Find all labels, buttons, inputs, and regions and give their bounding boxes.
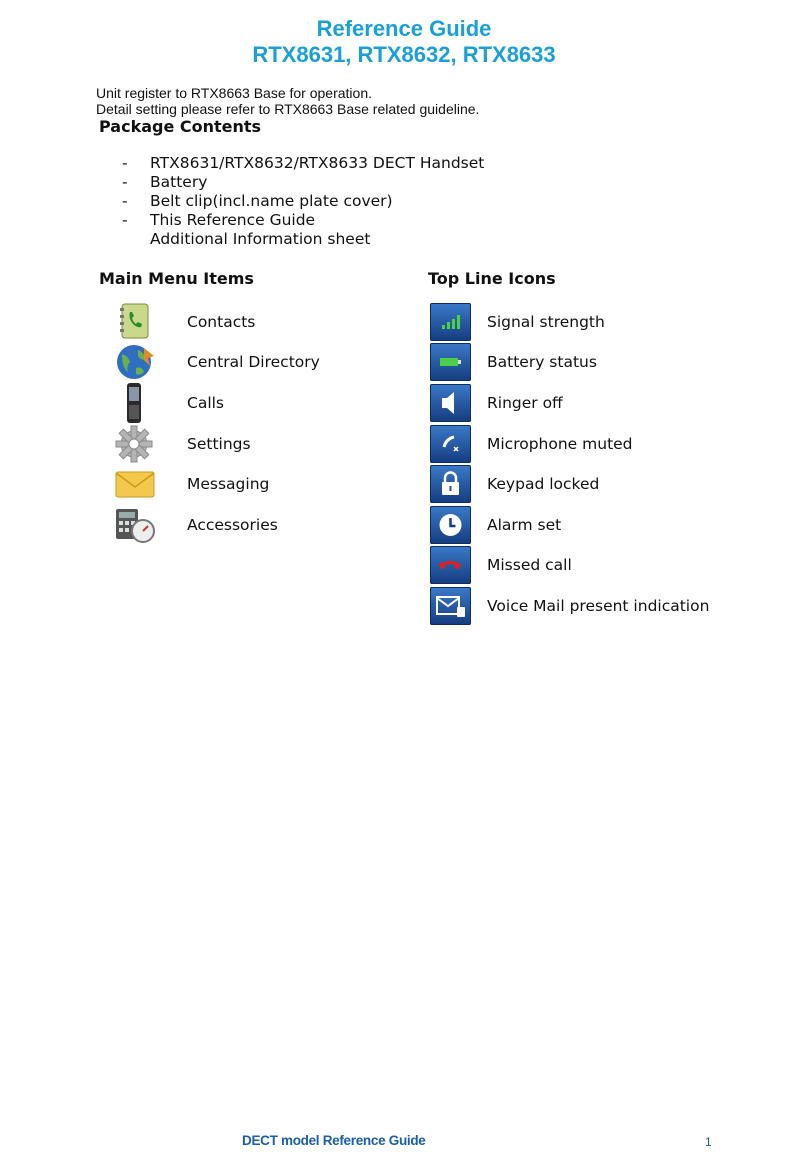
model-list-title: RTX8631, RTX8632, RTX8633: [252, 42, 556, 67]
accessories-icon: [110, 505, 158, 545]
main-menu-heading: Main Menu Items: [99, 269, 254, 288]
battery-status-icon: [430, 343, 471, 381]
top-icon-label: Voice Mail present indication: [487, 597, 710, 615]
signal-strength-icon: [430, 303, 471, 341]
menu-item-label: Calls: [187, 394, 225, 412]
list-bullet: -: [122, 173, 128, 191]
top-icon-label: Signal strength: [487, 313, 605, 331]
list-item-text: Belt clip(incl.name plate cover): [150, 192, 393, 210]
page-title: Reference Guide: [316, 16, 492, 41]
top-icon-label: Ringer off: [487, 394, 563, 412]
page-number: 1: [705, 1135, 712, 1149]
central-directory-icon: [110, 342, 158, 382]
voice-mail-icon: [430, 587, 471, 625]
footer-title: DECT model Reference Guide: [242, 1133, 426, 1148]
settings-icon: [110, 424, 158, 464]
list-bullet: -: [122, 192, 128, 210]
calls-icon: [110, 383, 158, 423]
top-icon-voice-mail: [430, 586, 790, 626]
top-icon-label: Keypad locked: [487, 475, 600, 493]
menu-item-label: Messaging: [187, 475, 270, 493]
top-icon-ringer-off: [430, 383, 790, 423]
menu-item-messaging: [110, 464, 400, 504]
menu-item-label: Settings: [187, 435, 251, 453]
menu-item-label: Central Directory: [187, 353, 320, 371]
top-icon-missed-call: [430, 545, 790, 585]
contacts-icon: [110, 302, 158, 342]
missed-call-icon: [430, 546, 471, 584]
list-item-text: This Reference Guide: [150, 211, 316, 229]
intro-line-1: Unit register to RTX8663 Base for operation.: [96, 85, 373, 101]
top-icon-label: Alarm set: [487, 516, 562, 534]
alarm-set-icon: [430, 506, 471, 544]
messaging-icon: [110, 464, 158, 504]
list-bullet: -: [122, 154, 128, 172]
top-icon-label: Missed call: [487, 556, 572, 574]
menu-item-contacts: [110, 302, 400, 342]
ringer-off-icon: [430, 384, 471, 422]
top-icon-label: Microphone muted: [487, 435, 633, 453]
top-icon-signal-strength: [430, 302, 790, 342]
menu-item-accessories: [110, 505, 400, 545]
top-icon-microphone-muted: [430, 424, 790, 464]
top-icon-label: Battery status: [487, 353, 597, 371]
menu-item-label: Contacts: [187, 313, 256, 331]
menu-item-label: Accessories: [187, 516, 278, 534]
menu-item-calls: [110, 383, 400, 423]
menu-item-settings: [110, 424, 400, 464]
menu-item-central-directory: [110, 342, 400, 382]
list-item-text: Additional Information sheet: [150, 230, 371, 248]
package-contents-heading: Package Contents: [99, 117, 262, 136]
list-bullet: -: [122, 211, 128, 229]
intro-line-2: Detail setting please refer to RTX8663 Base related guideline.: [96, 101, 480, 117]
microphone-muted-icon: [430, 425, 471, 463]
top-icon-alarm-set: [430, 505, 790, 545]
list-item-text: RTX8631/RTX8632/RTX8633 DECT Handset: [150, 154, 485, 172]
list-item-text: Battery: [150, 173, 208, 191]
top-icon-keypad-locked: [430, 464, 790, 504]
keypad-locked-icon: [430, 465, 471, 503]
top-icon-battery-status: [430, 342, 790, 382]
top-line-icons-heading: Top Line Icons: [428, 269, 556, 288]
